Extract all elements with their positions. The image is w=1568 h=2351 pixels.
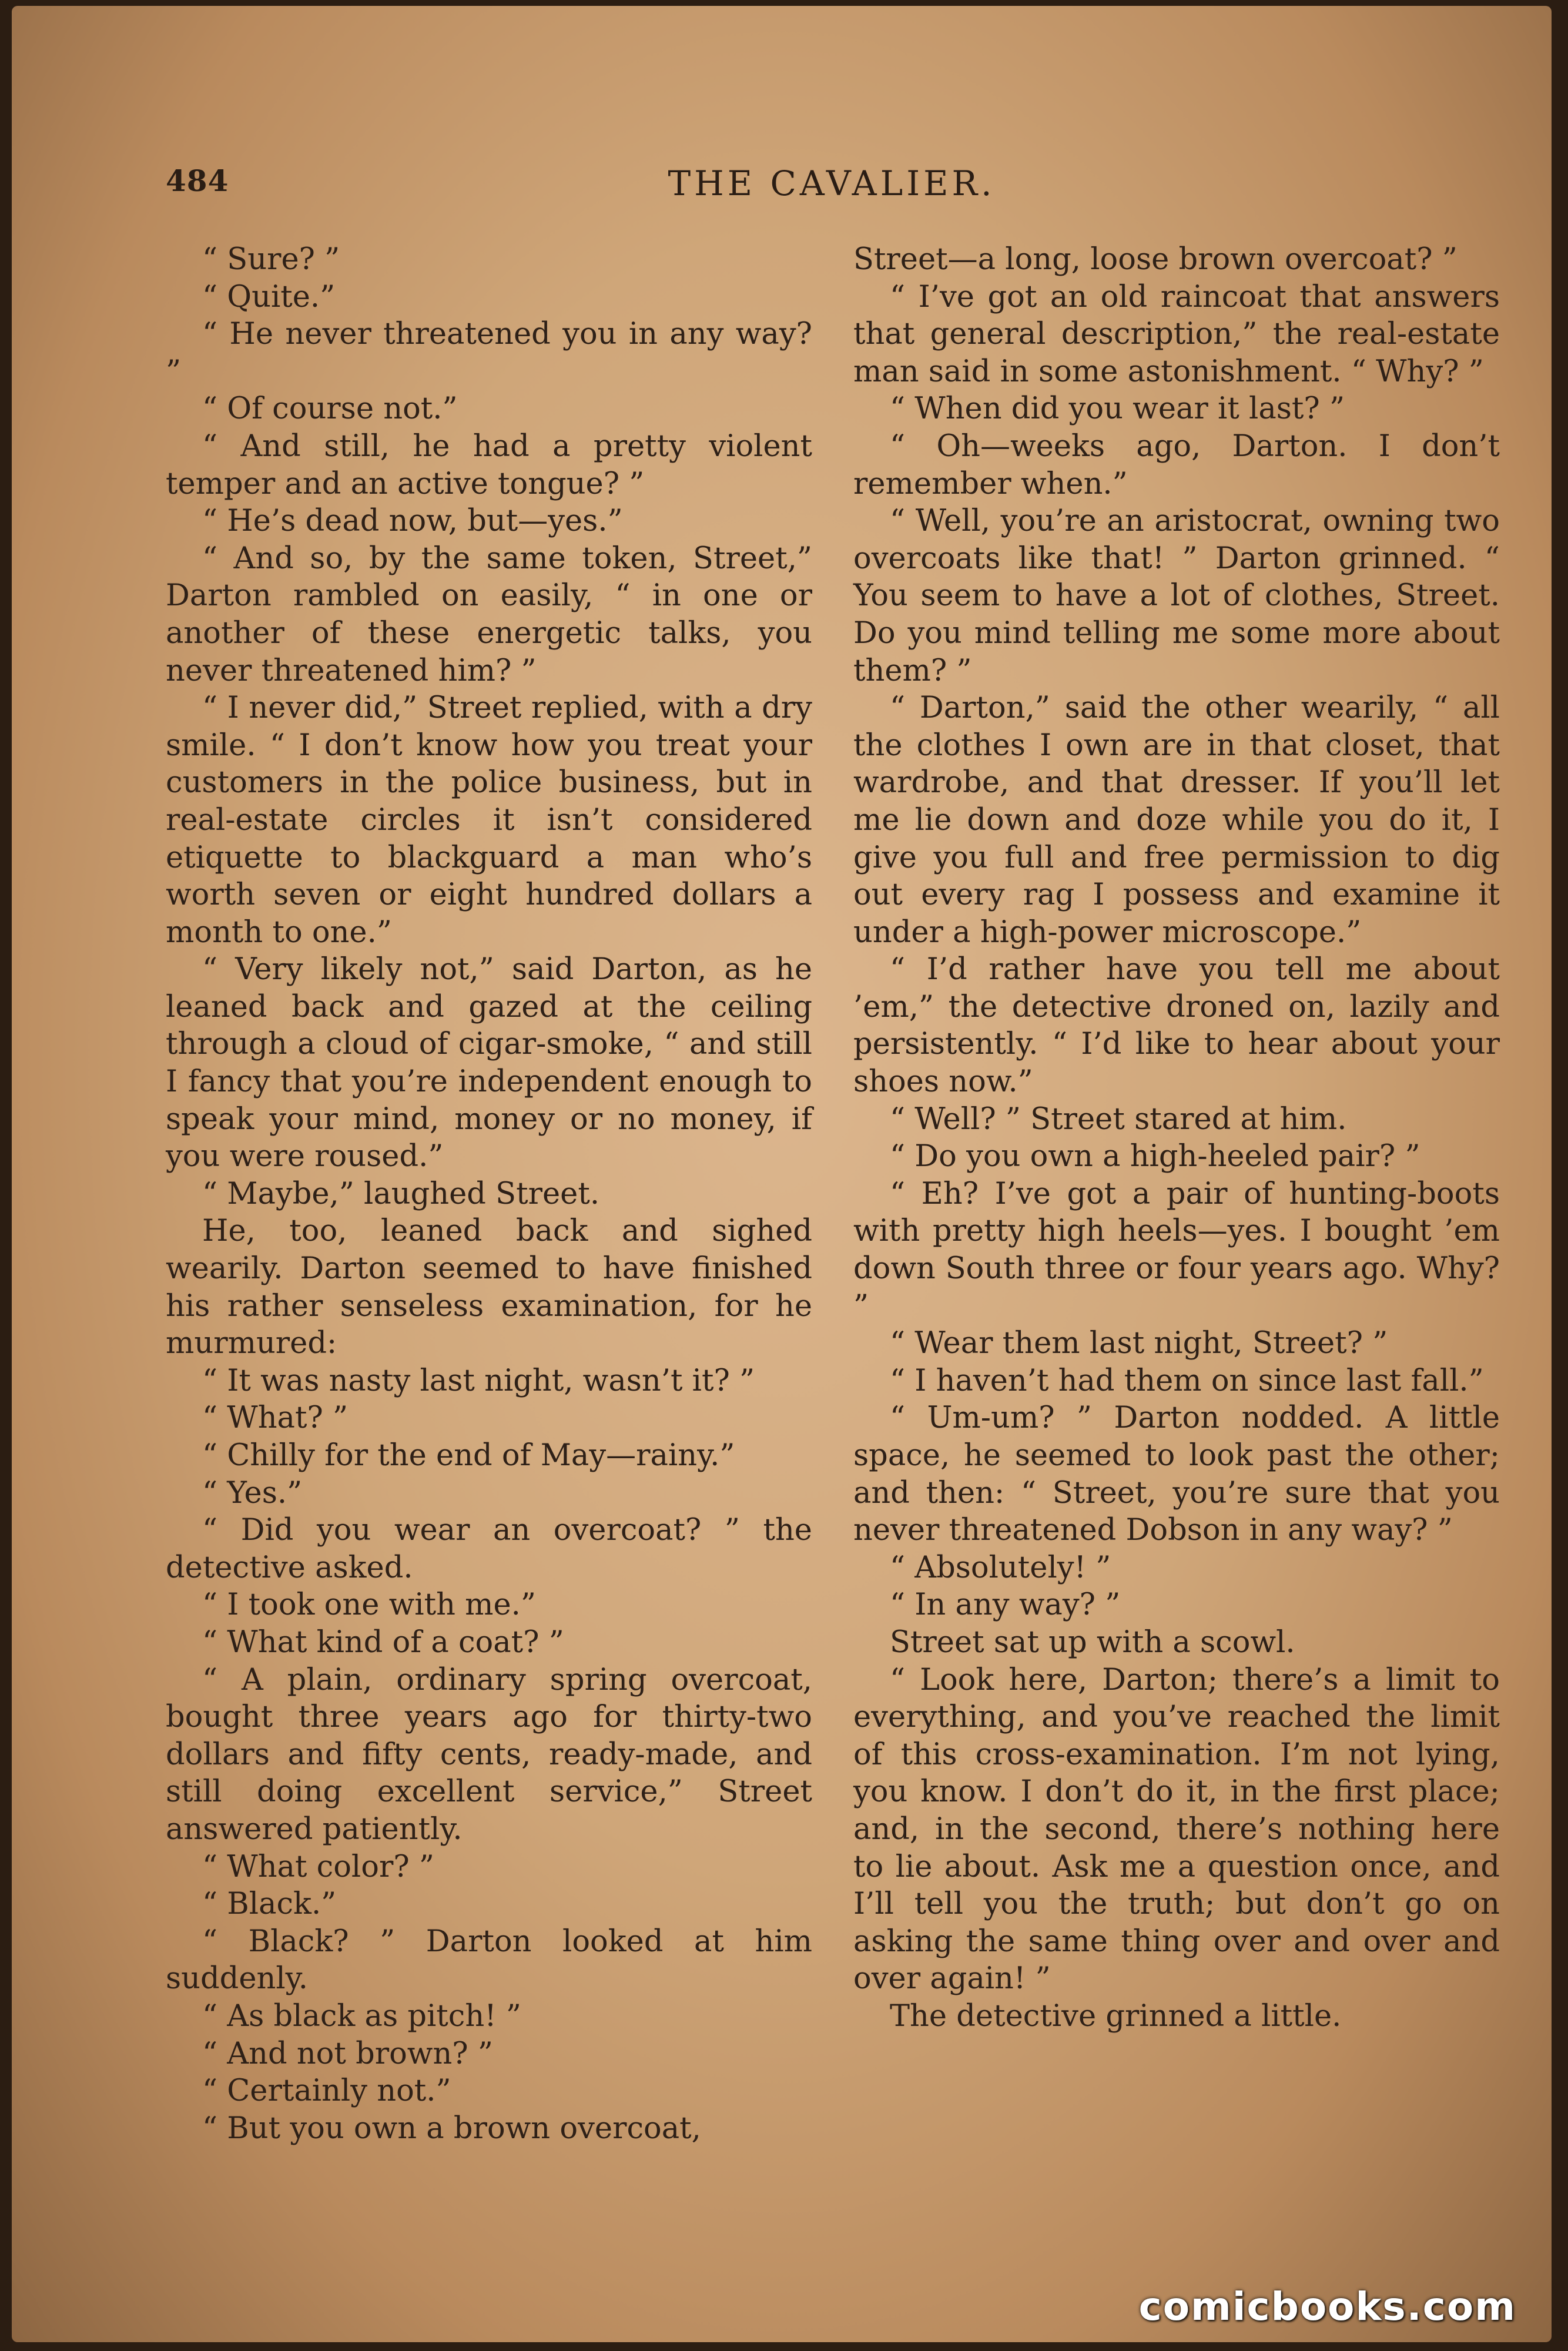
paragraph: “ I’d rather have you tell me about ’em,” the detective droned on, lazily and persistently. “ I’d like to hear about your shoes now.” bbox=[853, 952, 1500, 1100]
watermark: comicbooks.com bbox=[1138, 2284, 1516, 2329]
paragraph: “ Well, you’re an aristocrat, owning two overcoats like that! ” Darton grinned. “ You seem to have a lot of clothes, Street. Do you mind telling me some more about them? ” bbox=[853, 504, 1500, 688]
paragraph: “ Yes.” bbox=[202, 1475, 303, 1511]
paragraph: “ What kind of a coat? ” bbox=[202, 1625, 564, 1660]
paragraph: “ As black as pitch! ” bbox=[202, 1998, 521, 2034]
paragraph: “ Darton,” said the other wearily, “ all the clothes I own are in that closet, that wardrobe, and that dresser. If you’ll let me lie down and doze while you do it, I give you full and free permission to dig out every rag I possess and examine it under a high-power microscope.” bbox=[853, 691, 1500, 950]
paragraph: “ Sure? ” bbox=[202, 242, 340, 277]
paragraph: The detective grinned a little. bbox=[890, 1998, 1342, 2034]
paragraph: “ Black.” bbox=[202, 1887, 337, 1922]
paragraph: “ Eh? I’ve got a pair of hunting-boots with pretty high heels—yes. I bought ’em down South three or four years ago. Why? ” bbox=[853, 1176, 1500, 1324]
paragraph: “ But you own a brown overcoat, bbox=[202, 2111, 701, 2146]
paragraph: “ Look here, Darton; there’s a limit to everything, and you’ve reached the limit of this cross-examination. I’m not lying, you know. I don’t do it, in the first place; and, in the second, there’s nothing here to lie about. Ask me a question once, and I’ll tell you the truth; but don’t go on asking the same thing over and over and over again! ” bbox=[853, 1662, 1500, 1997]
paragraph: “ He’s dead now, but—yes.” bbox=[202, 504, 623, 539]
paragraph: “ I took one with me.” bbox=[202, 1588, 536, 1623]
paragraph: “ Um-um? ” Darton nodded. A little space, he seemed to look past the other; and then: “ Street, you’re sure that you never threatened Dobson in any way? ” bbox=[853, 1401, 1500, 1548]
paragraph: “ Did you wear an overcoat? ” the detective asked. bbox=[166, 1513, 812, 1585]
page-number: 484 bbox=[166, 163, 229, 198]
paragraph: He, too, leaned back and sighed wearily. Darton seemed to have finished his rather senseless examination, for he murmured: bbox=[166, 1214, 812, 1361]
paragraph: “ Of course not.” bbox=[202, 391, 458, 427]
paragraph: “ What? ” bbox=[202, 1401, 349, 1436]
paragraph: “ Very likely not,” said Darton, as he leaned back and gazed at the ceiling through a cloud of cigar-smoke, “ and still I fancy that you’re independent enough to speak your mind, money or no money, if you were roused.” bbox=[166, 952, 812, 1174]
paragraph: “ Quite.” bbox=[202, 279, 336, 314]
paragraph: “ Do you own a high-heeled pair? ” bbox=[890, 1139, 1420, 1174]
left-column bbox=[166, 241, 812, 2147]
right-column bbox=[853, 241, 1500, 2035]
paragraph: “ I’ve got an old raincoat that answers that general description,” the real-estate man said in some astonishment. “ Why? ” bbox=[853, 279, 1500, 389]
paragraph: “ A plain, ordinary spring overcoat, bought three years ago for thirty-two dollars and fifty cents, ready-made, and still doing excellent service,” Street answered patiently. bbox=[166, 1662, 812, 1847]
paragraph: “ He never threatened you in any way? ” bbox=[166, 317, 812, 389]
paragraph: “ Oh—weeks ago, Darton. I don’t remember when.” bbox=[853, 428, 1500, 501]
paragraph: “ Certainly not.” bbox=[202, 2074, 451, 2109]
paragraph: Street sat up with a scowl. bbox=[890, 1625, 1295, 1660]
paragraph: “ Maybe,” laughed Street. bbox=[202, 1176, 600, 1211]
paragraph: “ What color? ” bbox=[202, 1849, 434, 1884]
paragraph: “ Well? ” Street stared at him. bbox=[890, 1101, 1347, 1137]
paragraph: “ I never did,” Street replied, with a dry smile. “ I don’t know how you treat your customers in the police business, but in real-estate circles it isn’t considered etiquette to blackguard a man who’s worth seven or eight hundred dollars a month to one.” bbox=[166, 691, 812, 950]
paragraph: “ Chilly for the end of May—rainy.” bbox=[202, 1438, 735, 1473]
running-title: THE CAVALIER. bbox=[668, 163, 996, 203]
continued-paragraph: Street—a long, loose brown overcoat? ” bbox=[853, 242, 1458, 277]
paragraph: “ I haven’t had them on since last fall.” bbox=[890, 1363, 1484, 1398]
paragraph: “ And so, by the same token, Street,” Darton rambled on easily, “ in one or another of these energetic talks, you never threatened him? ” bbox=[166, 541, 812, 688]
paragraph: “ And not brown? ” bbox=[202, 2036, 493, 2071]
paragraph: “ And still, he had a pretty violent temper and an active tongue? ” bbox=[166, 428, 812, 501]
magazine-page bbox=[12, 6, 1552, 2342]
paragraph: “ Wear them last night, Street? ” bbox=[890, 1326, 1388, 1361]
paragraph: “ Black? ” Darton looked at him suddenly. bbox=[166, 1924, 812, 1997]
paragraph: “ In any way? ” bbox=[890, 1588, 1121, 1623]
paragraph: “ It was nasty last night, wasn’t it? ” bbox=[202, 1363, 755, 1398]
paragraph: “ Absolutely! ” bbox=[890, 1550, 1111, 1585]
paragraph: “ When did you wear it last? ” bbox=[890, 391, 1345, 427]
page-header bbox=[12, 163, 1552, 210]
